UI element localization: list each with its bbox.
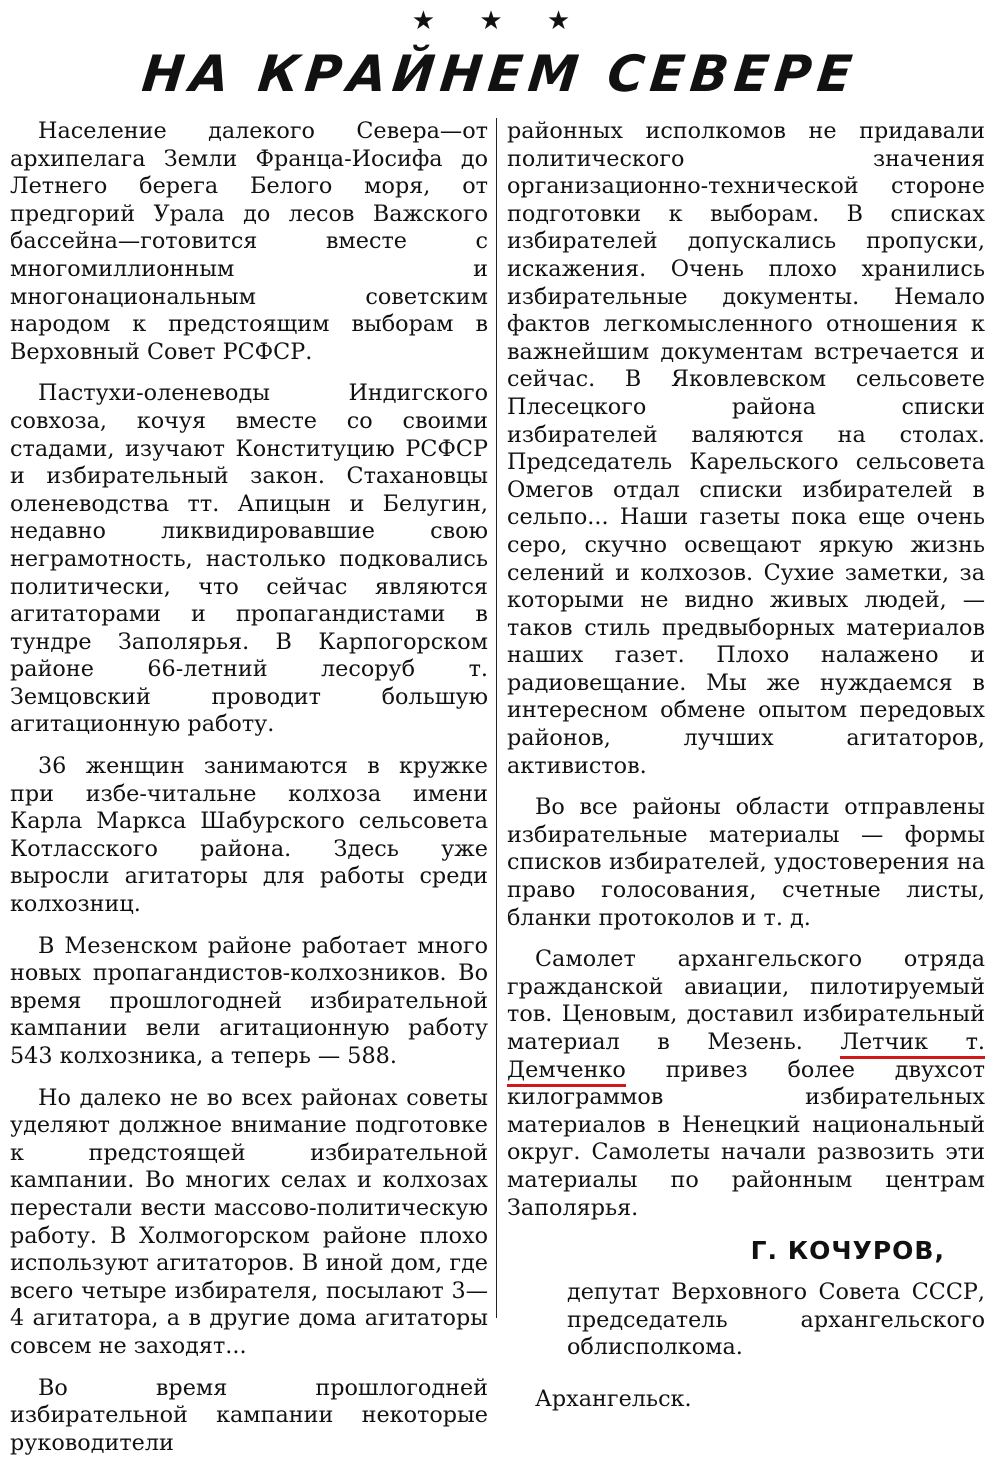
- author-title: депутат Верховного Совета СССР, председатель архангельского облисполкома.: [567, 1279, 985, 1361]
- decorative-stars: ★ ★ ★: [411, 6, 589, 36]
- paragraph-aircraft: [507, 946, 985, 1222]
- article-column-left: [10, 118, 488, 1471]
- paragraph-mezen: В Мезенском районе работает много новых пропагандистов-колхозников. Во время прошлогодней избирательной кампании вели агитационную работу 543 колхозника, а теперь — 588.: [10, 932, 488, 1069]
- article-column-right: [507, 118, 985, 1414]
- aircraft-text-before: Самолет архангельского отряда гражданской авиации, пилотируемый тов. Ценовым, доставил избирательный материал в Мезень.: [507, 946, 985, 1055]
- paragraph-continuation: районных исполкомов не придавали политического значения организационно-технической стороне подготовки к выборам. В списках избирателей допускались пропуски, искажения. Очень плохо хранились избирательные документы. Немало фактов легкомысленного отношения к важнейшим документам встречается и сейчас. В Яковлевском сельсовете Плесецкого района списки избирателей валяются на столах. Председатель Карельского сельсовета Омегов отдал списки избирателей в сельпо... Наши газеты пока еще очень серо, скучно освещают яркую жизнь селений и колхозов. Сухие заметки, за которыми не видно живых людей, — таков стиль предвыборных материалов наших газет. Плохо налажено и радиовещание. Мы же нуждаемся в интересном обмене опытом передовых районов, лучших агитаторов, активистов.: [507, 118, 985, 779]
- paragraph-shortcomings: Но далеко не во всех районах советы уделяют должное внимание подготовке к предстоящей избирательной кампании. Во многих селах и колхозах перестали вести массово-политическую работу. В Холмогорском районе плохо используют агитаторов. В иной дом, где всего четыре избирателя, посылают 3—4 агитатора, а в другие дома агитаторы совсем не заходят...: [10, 1084, 488, 1359]
- paragraph-materials: Во все районы области отправлены избирательные материалы — формы списков избирателей, удостоверения на право голосования, счетные листы, бланки протоколов и т. д.: [507, 794, 985, 931]
- paragraph-last-year: Во время прошлогодней избирательной кампании некоторые руководители: [10, 1374, 488, 1456]
- author-name: Г. КОЧУРОВ,: [750, 1236, 945, 1266]
- column-divider: [496, 118, 497, 1318]
- dateline-place: Архангельск.: [535, 1385, 692, 1412]
- paragraph-women-circle: 36 женщин занимаются в кружке при избе-читальне колхоза имени Карла Маркса Шабурского сельсовета Котласского района. Здесь уже выросли агитаторы для работы среди колхозниц.: [10, 753, 488, 918]
- paragraph-intro: Население далекого Севера—от архипелага Земли Франца-Иосифа до Летнего берега Белого моря, от предгорий Урала до лесов Важского бассейна—готовится вместе с многомиллионным и многонациональным советским народом к предстоящим выборам в Верховный Совет РСФСР.: [10, 118, 488, 365]
- article-headline: НА КРАЙНЕМ СЕВЕРЕ: [139, 45, 861, 103]
- pilot-underlined-text: Летчик т. Демченко: [507, 1029, 985, 1087]
- paragraph-herders: Пастухи-оленеводы Индигского совхоза, кочуя вместе со своими стадами, изучают Конституцию РСФСР и избирательный закон. Стахановцы оленеводства тт. Апицын и Белугин, недавно ликвидировавшие свою неграмотность, настолько подковались политически, что сейчас являются агитаторами и пропагандистами в тундре Заполярья. В Карпогорском районе 66-летний лесоруб т. Земцовский проводит большую агитационную работу.: [10, 380, 488, 738]
- aircraft-text-after: привез более двухсот килограммов избирательных материалов в Ненецкий национальный округ. Самолеты начали развозить эти материалы по районным центрам Заполярья.: [507, 1056, 985, 1221]
